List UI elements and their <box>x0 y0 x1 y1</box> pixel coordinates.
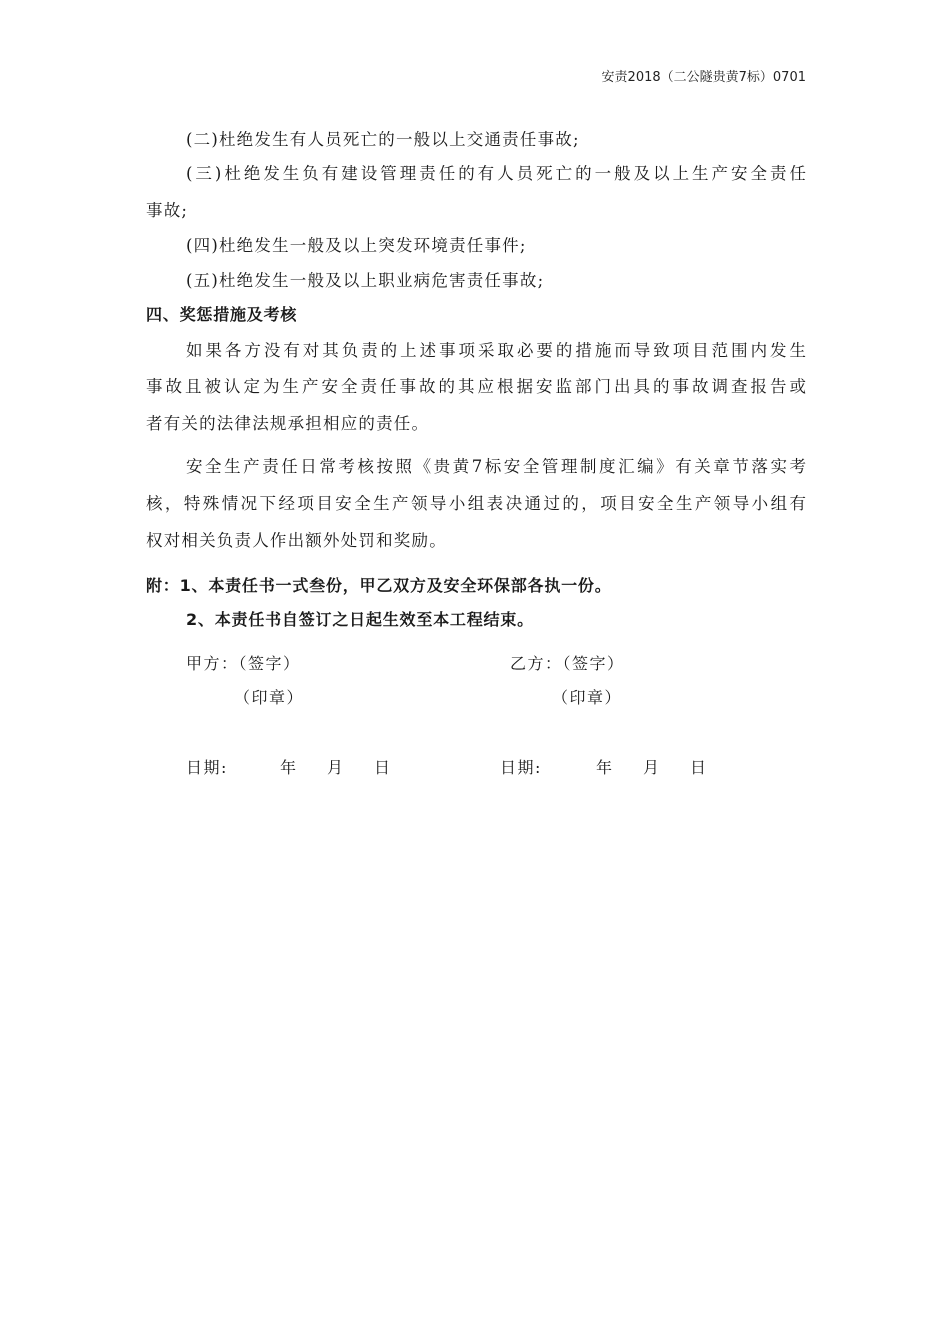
party-b-signature-label: 乙方：（签字） <box>510 654 625 673</box>
party-a-seal-label: （印章） <box>234 688 305 707</box>
paragraph-2-line-2: 核，特殊情况下经项目安全生产领导小组表决通过的，项目安全生产领导小组有 <box>146 494 806 513</box>
section-heading: 四、奖惩措施及考核 <box>146 305 298 324</box>
party-b-date-month: 月 <box>643 758 661 777</box>
paragraph-2-line-1: 安全生产责任日常考核按照《贵黄7标安全管理制度汇编》有关章节落实考 <box>186 457 806 476</box>
party-a-date-day: 日 <box>374 758 392 777</box>
document-number: 安责2018（二公隧贵黄7标）0701 <box>601 70 806 85</box>
paragraph-1-line-3: 者有关的法律法规承担相应的责任。 <box>146 414 430 433</box>
party-a-signature-label: 甲方：（签字） <box>186 654 301 673</box>
party-b-seal-label: （印章） <box>552 688 623 707</box>
appendix-note-1: 附：1、本责任书一式叁份，甲乙双方及安全环保部各执一份。 <box>146 576 612 595</box>
party-b-date-label: 日期: <box>500 758 542 777</box>
paragraph-1-line-2: 事故且被认定为生产安全责任事故的其应根据安监部门出具的事故调查报告或 <box>146 377 806 396</box>
appendix-note-2: 2、本责任书自签订之日起生效至本工程结束。 <box>186 610 534 629</box>
party-a-date-month: 月 <box>327 758 345 777</box>
paragraph-2-line-3: 权对相关负责人作出额外处罚和奖励。 <box>146 531 447 550</box>
party-b-date-year: 年 <box>596 758 614 777</box>
paragraph-1-line-1: 如果各方没有对其负责的上述事项采取必要的措施而导致项目范围内发生 <box>186 341 806 360</box>
clause-item-5: (五)杜绝发生一般及以上职业病危害责任事故; <box>186 271 545 290</box>
clause-item-2: (二)杜绝发生有人员死亡的一般以上交通责任事故; <box>186 130 580 149</box>
party-a-date-label: 日期: <box>186 758 228 777</box>
clause-item-4: (四)杜绝发生一般及以上突发环境责任事件; <box>186 236 527 255</box>
party-b-date-day: 日 <box>690 758 708 777</box>
party-a-date-year: 年 <box>280 758 298 777</box>
clause-item-3-line-1: (三)杜绝发生负有建设管理责任的有人员死亡的一般及以上生产安全责任 <box>186 164 806 183</box>
clause-item-3-line-2: 事故; <box>146 201 189 220</box>
